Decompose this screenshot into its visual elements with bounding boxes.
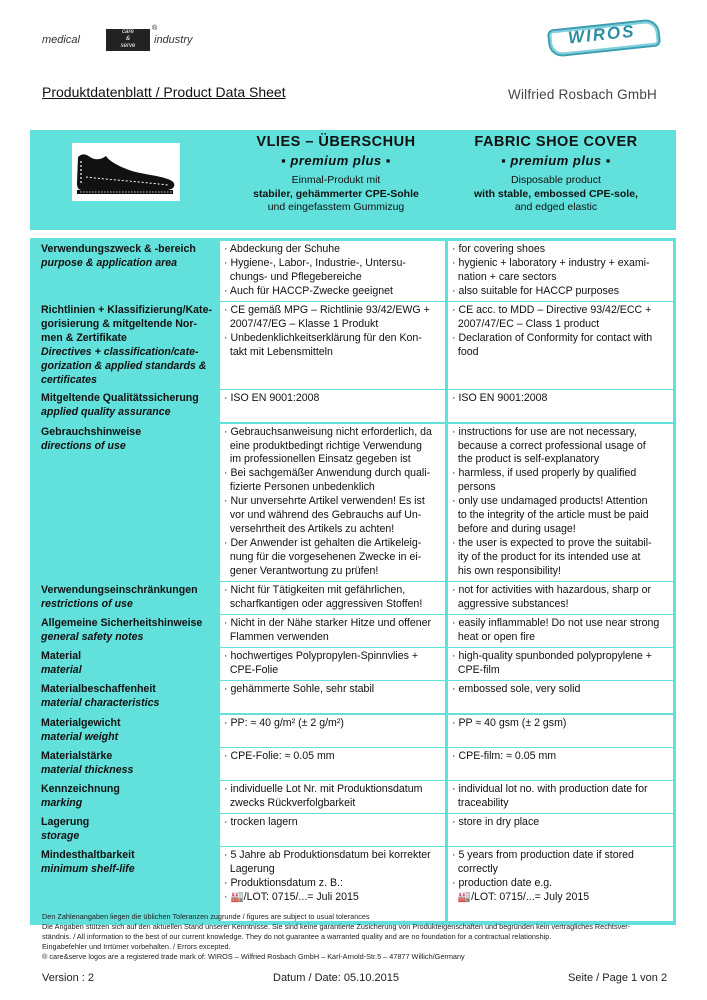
cell-german (220, 390, 445, 422)
row-label (33, 241, 219, 301)
label-de: Richtlinien + Klassifizierung/Kate- (41, 304, 213, 317)
cell-english (448, 615, 673, 647)
cell-line: · hochwertiges Polypropylen-Spinnvlies + (224, 650, 419, 663)
cell-line: traceability (452, 796, 509, 809)
cell-line: · production date e.g. (452, 877, 553, 890)
cell-german (220, 648, 445, 680)
logo-box-line-2: & (125, 36, 130, 42)
cell-line: because a correct professional usage of (452, 439, 646, 452)
row-label (33, 814, 219, 846)
table-row (30, 424, 676, 581)
cell-german (220, 302, 445, 389)
table-row (30, 302, 676, 389)
cell-line: heat or open fire (452, 630, 536, 643)
label-en: applied quality assurance (41, 406, 171, 419)
label-de: Materialbeschaffenheit (41, 683, 156, 696)
cell-line: · Hygiene-, Labor-, Industrie-, Untersu- (224, 256, 406, 269)
cell-line: CPE-film (452, 664, 500, 677)
label-en: general safety notes (41, 630, 144, 643)
cell-line: · ISO EN 9001:2008 (224, 392, 320, 405)
cell-line: · not for activities with hazardous, sharp or (452, 583, 652, 596)
cell-english (448, 241, 673, 301)
specification-table (30, 238, 676, 925)
shoe-cover-image (72, 143, 180, 201)
cell-english (448, 302, 673, 389)
desc-en-3: and edged elastic (514, 201, 598, 213)
cell-line: vor und während des Gebrauchs auf Un- (224, 509, 422, 522)
footnote-line: Den Zahlenangaben liegen die üblichen Toleranzen zugrunde / figures are subject to usual tolerances (42, 912, 370, 921)
cell-german (220, 748, 445, 780)
desc-de-3: und eingefasstem Gummizug (267, 201, 405, 213)
label-en: material thickness (41, 763, 134, 776)
cell-line: · the user is expected to prove the suitabil- (452, 536, 652, 549)
cell-english (448, 582, 673, 614)
label-en: material characteristics (41, 697, 160, 710)
product-title-en (446, 134, 666, 215)
label-en: Directives + classification/cate- (41, 345, 199, 358)
cell-line: nation + care sectors (452, 270, 557, 283)
cell-line: scharfkantigen oder aggressiven Stoffen! (224, 597, 423, 610)
cell-line: · instructions for use are not necessary, (452, 425, 637, 438)
cell-line: correctly (452, 863, 498, 876)
logo-text-industry: industry (154, 34, 193, 46)
wiros-logo (520, 16, 670, 71)
cell-line: · PP ≈ 40 gsm (± 2 gsm) (452, 716, 567, 729)
row-label (33, 847, 219, 921)
product-title-de (226, 134, 446, 215)
cell-line: · individuelle Lot Nr. mit Produktionsdatum (224, 783, 423, 795)
shoe-icon (72, 143, 180, 201)
cell-english (448, 424, 673, 581)
table-row (30, 615, 676, 647)
label-en: storage (41, 830, 80, 843)
cell-line: Flammen verwenden (224, 630, 329, 643)
cell-line: · 5 Jahre ab Produktionsdatum bei korrekter (224, 849, 431, 862)
product-name-en: FABRIC SHOE COVER (474, 134, 638, 150)
cell-line: Lagerung (224, 863, 275, 876)
label-de: Materialgewicht (41, 716, 121, 729)
label-de: Verwendungseinschränkungen (41, 583, 198, 596)
footnote-line: ständnis. / All information to the best of our current knowledge. They do not guarantee a warranted quality and are no foundation for a contractual relationship. (42, 932, 552, 941)
cell-line: · Nicht für Tätigkeiten mit gefährlichen, (224, 583, 406, 596)
cell-line: · easily inflammable! Do not use near strong (452, 617, 660, 629)
footnote-line: Die Angaben stützen sich auf den aktuellen Stand unserer Kenntnisse. Sie sind keine garantierte Zusicherung von Produkteigenschaften und begründen kein vertragliches Rechtsver- (42, 922, 631, 931)
cell-line: food (452, 345, 479, 358)
registered-mark: ® (152, 25, 158, 32)
cell-german (220, 715, 445, 747)
footnote-line: ® care&serve logos are a registered trade mark of: WIROS – Wilfried Rosbach GmbH – Karl-Arnold-Str.5 – 47877 Willich/Germany (42, 952, 465, 961)
table-row (30, 681, 676, 713)
label-de: Verwendungszweck & -bereich (41, 243, 196, 255)
cell-line: his own responsibility! (452, 564, 561, 577)
cell-line: · Unbedenklichkeitserklärung für den Kon- (224, 332, 422, 344)
cell-line: · trocken lagern (224, 816, 298, 829)
cell-line: · Nur unversehrte Artikel verwenden! Es ist (224, 495, 425, 508)
table-row (30, 241, 676, 301)
cell-line: · Gebrauchsanweisung nicht erforderlich, da (224, 425, 432, 438)
cell-line: im professionellen Einsatz gegeben ist (224, 453, 411, 466)
row-label (33, 615, 219, 647)
label-en: material weight (41, 730, 119, 743)
cell-line: takt mit Lebensmitteln (224, 345, 333, 358)
product-name-de: VLIES – ÜBERSCHUH (256, 134, 416, 150)
cell-line: the product is self-explanatory (452, 453, 600, 466)
footnotes (42, 912, 682, 962)
cell-german (220, 615, 445, 647)
date-label: Datum / Date: 05.10.2015 (273, 972, 399, 984)
cell-line: · harmless, if used properly by qualified (452, 467, 637, 480)
cell-english (448, 847, 673, 921)
table-row (30, 781, 676, 813)
cell-line: chungs- und Pflegebereiche (224, 270, 362, 283)
row-label (33, 390, 219, 422)
cell-english (448, 681, 673, 713)
product-line-en: ▪ premium plus ▪ (501, 153, 611, 168)
label-de: Mindesthaltbarkeit (41, 849, 135, 862)
page-number: Seite / Page 1 von 2 (568, 972, 668, 984)
cell-german (220, 241, 445, 301)
product-description-en (446, 174, 666, 215)
row-label (33, 748, 219, 780)
product-line-de: ▪ premium plus ▪ (281, 153, 391, 168)
version-label: Version : 2 (42, 972, 94, 984)
cell-line: · CE acc. to MDD – Directive 93/42/ECC + (452, 304, 652, 317)
label-en: minimum shelf-life (41, 863, 135, 876)
row-label (33, 648, 219, 680)
cell-line: · 🏭/LOT: 0715/...= Juli 2015 (224, 891, 359, 904)
cell-line: 🏭/LOT: 0715/...= July 2015 (452, 891, 590, 904)
cell-line: · for covering shoes (452, 243, 546, 255)
cell-line: 2007/47/EG – Klasse 1 Produkt (224, 318, 379, 331)
product-description-de (226, 174, 446, 215)
cell-line: · Auch für HACCP-Zwecke geeignet (224, 284, 393, 297)
label-en: gorization & applied standards & (41, 359, 207, 372)
logo-text-medical: medical (42, 34, 80, 46)
logo-box-line-1: care (122, 29, 134, 35)
cell-line: · CPE-Folie: ≈ 0.05 mm (224, 749, 335, 762)
desc-de-1: Einmal-Produkt mit (291, 174, 381, 186)
label-de: Materialstärke (41, 749, 113, 762)
table-row (30, 648, 676, 680)
label-de: Lagerung (41, 816, 90, 829)
cell-english (448, 748, 673, 780)
label-de: men & Zertifikate (41, 332, 127, 344)
cell-line: ity of the product for its intended use at (452, 550, 641, 563)
cell-line: persons (452, 481, 496, 494)
row-label (33, 781, 219, 813)
table-row (30, 715, 676, 747)
cell-line: · Bei sachgemäßer Anwendung durch quali- (224, 467, 431, 480)
medical-care-serve-industry-logo (42, 25, 222, 54)
cell-line: · hygienic + laboratory + industry + exami- (452, 256, 650, 269)
label-en: restrictions of use (41, 597, 133, 610)
label-de: Mitgeltende Qualitätssicherung (41, 392, 199, 405)
label-en: directions of use (41, 439, 126, 452)
row-label (33, 582, 219, 614)
cell-german (220, 681, 445, 713)
cell-line: to the integrity of the article must be paid (452, 509, 649, 522)
cell-line: fizierte Personen unbedenklich (224, 481, 375, 494)
cell-line: eine produktbedingt richtige Verwendung (224, 439, 422, 452)
cell-line: gener Verantwortung zu prüfen! (224, 564, 379, 577)
cell-line: versehrtheit des Artikels zu achten! (224, 522, 395, 535)
cell-line: · embossed sole, very solid (452, 683, 581, 696)
care-serve-logo-box (106, 29, 150, 51)
cell-english (448, 814, 673, 846)
cell-german (220, 424, 445, 581)
cell-line: CPE-Folie (224, 664, 279, 677)
label-en: purpose & application area (41, 256, 177, 269)
cell-line: · Declaration of Conformity for contact with (452, 332, 653, 344)
cell-line: before and during usage! (452, 522, 576, 535)
cell-line: · store in dry place (452, 816, 540, 829)
cell-german (220, 814, 445, 846)
label-en: material (41, 664, 82, 677)
label-en: certificates (41, 373, 97, 386)
cell-line: · ISO EN 9001:2008 (452, 392, 548, 405)
table-row (30, 847, 676, 921)
label-en: marking (41, 796, 83, 809)
cell-line: zwecks Rückverfolgbarkeit (224, 796, 356, 809)
cell-german (220, 847, 445, 921)
wiros-brand-text: WIROS (567, 21, 637, 48)
label-de: gorisierung & mitgeltende Nor- (41, 318, 197, 331)
cell-line: aggressive substances! (452, 597, 569, 610)
cell-line: · Nicht in der Nähe starker Hitze und offener (224, 617, 432, 629)
table-row (30, 390, 676, 422)
cell-line: · Produktionsdatum z. B.: (224, 877, 343, 890)
cell-english (448, 781, 673, 813)
row-label (33, 681, 219, 713)
cell-line: · also suitable for HACCP purposes (452, 284, 620, 297)
cell-line: 2007/47/EC – Class 1 product (452, 318, 600, 331)
cell-line: · CE gemäß MPG – Richtlinie 93/42/EWG + (224, 304, 430, 317)
desc-en-2: with stable, embossed CPE-sole, (474, 187, 638, 200)
cell-english (448, 648, 673, 680)
cell-line: · Abdeckung der Schuhe (224, 243, 341, 255)
cell-line: · Der Anwender ist gehalten die Artikeleig- (224, 536, 422, 549)
desc-en-1: Disposable product (511, 174, 601, 186)
cell-english (448, 715, 673, 747)
document-title: Produktdatenblatt / Product Data Sheet (42, 84, 286, 100)
label-de: Gebrauchshinweise (41, 425, 142, 438)
cell-line: · individual lot no. with production date for (452, 783, 648, 795)
cell-line: · CPE-film: ≈ 0.05 mm (452, 749, 557, 762)
row-label (33, 424, 219, 581)
label-de: Material (41, 650, 82, 663)
cell-line: nung für die vorgesehenen Zwecke in ei- (224, 550, 422, 563)
label-de: Allgemeine Sicherheitshinweise (41, 617, 203, 629)
row-label (33, 302, 219, 389)
row-label (33, 715, 219, 747)
company-name: Wilfried Rosbach GmbH (508, 87, 657, 102)
cell-line: · gehämmerte Sohle, sehr stabil (224, 683, 375, 696)
table-row (30, 814, 676, 846)
cell-english (448, 390, 673, 422)
table-row (30, 748, 676, 780)
footnote-line: Eingabefehler und Irrtümer vorbehalten. / Errors excepted. (42, 942, 231, 951)
cell-line: · 5 years from production date if stored (452, 849, 634, 862)
logo-box-line-3: serve (120, 43, 136, 49)
cell-line: · PP: ≈ 40 g/m² (± 2 g/m²) (224, 716, 344, 729)
cell-line: · only use undamaged products! Attention (452, 495, 648, 508)
label-de: Kennzeichnung (41, 783, 120, 795)
cell-german (220, 781, 445, 813)
desc-de-2: stabiler, gehämmerter CPE-Sohle (253, 187, 419, 200)
table-row (30, 582, 676, 614)
cell-line: · high-quality spunbonded polypropylene + (452, 650, 652, 663)
cell-german (220, 582, 445, 614)
